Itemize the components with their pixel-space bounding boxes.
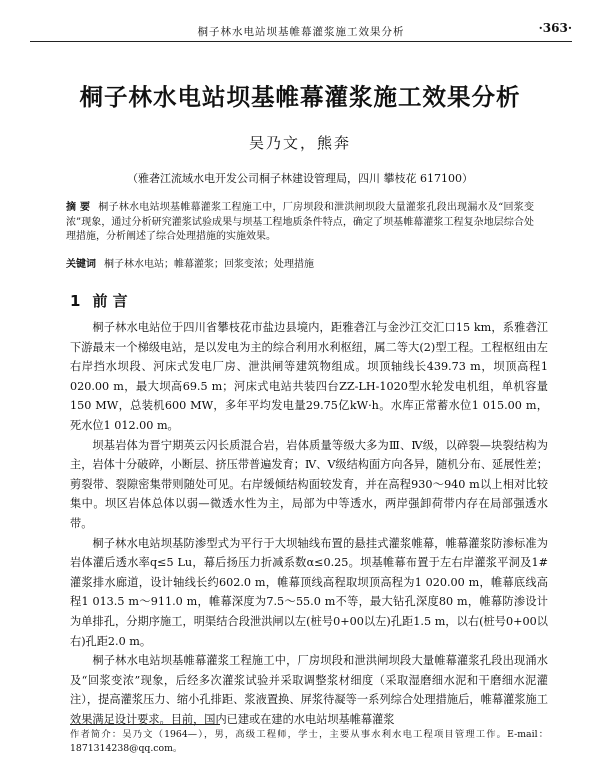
page-number: ·363·: [538, 21, 572, 35]
paragraph: 坝基岩体为晋宁期英云闪长质混合岩，岩体质量等级大多为Ⅲ、Ⅳ级，以碎裂—块裂结构为主，岩体十分破碎，小断层、挤压带普遍发育；Ⅳ、Ⅴ级结构面方向各异，随机分布、延展性差；剪裂带、裂隙密集带则随处可见。右岸缓倾结构面较发育，并在高程930～940 m以上相对比较集中。坝区岩体总体以弱—微透水性为主，局部为中等透水，两岸强卸荷带内存在局部强透水带。: [70, 438, 548, 530]
abstract: [66, 201, 534, 245]
running-title: 桐子林水电站坝基帷幕灌浆施工效果分析: [197, 26, 405, 38]
section-title: 前 言: [92, 292, 128, 310]
paper-title: 桐子林水电站坝基帷幕灌浆施工效果分析: [79, 83, 521, 111]
paragraph: 桐子林水电站坝基防渗型式为平行于大坝轴线布置的悬挂式灌浆帷幕，帷幕灌浆防渗标准为岩体灌后透水率q≤5 Lu，幕后扬压力折减系数α≤0.25。坝基帷幕布置于左右岸灌浆平洞及1#灌浆排水廊道，设计轴线长约602.0 m，帷幕顶线高程取坝顶高程为1 020.00 m，帷幕底线高程1 013.5 m～911.0 m，帷幕深度为7.5～55.0 m不等，最大钻孔深度80 m，帷幕防渗设计为单排孔，分期序施工，明渠结合段泄洪闸以左(桩号0+00以左)孔距1.5 m，以右(桩号0+00以右)孔距2.0 m。: [70, 536, 548, 648]
keywords-label: 关键词: [66, 259, 96, 270]
abstract-text: 桐子林水电站坝基帷幕灌浆工程施工中，厂房坝段和泄洪闸坝段大量灌浆孔段出现漏水及“回浆变浓”现象，通过分析研究灌浆试验成果与坝基工程地质条件特点，确定了坝基帷幕灌浆工程复杂地层综合处理措施，分析阐述了综合处理措施的实施效果。: [66, 202, 534, 242]
authors: 吴乃文，熊奔: [248, 134, 351, 152]
section-number: 1: [70, 292, 81, 310]
running-header: [30, 20, 572, 40]
keywords: [66, 258, 534, 273]
body-text: [70, 318, 548, 729]
paragraph: 桐子林水电站位于四川省攀枝花市盐边县境内，距雅砻江与金沙江交汇口15 km，系雅砻江下游最末一个梯级电站，是以发电为主的综合利用水利枢纽，属二等大(2)型工程。工程枢纽由左右岸挡水坝段、河床式发电厂房、泄洪闸等建筑物组成。坝顶轴线长439.73 m，坝顶高程1 020.00 m，最大坝高69.5 m；河床式电站共装四台ZZ-LH-1020型水轮发电机组，单机容量150 MW，总装机600 MW，多年平均发电量29.75亿kW·h。水库正常蓄水位1 015.00 m，死水位1 012.00 m。: [70, 321, 548, 432]
section-heading: [70, 290, 128, 311]
keywords-text: 桐子林水电站；帷幕灌浆；回浆变浓；处理措施: [104, 259, 314, 270]
header-rule: [30, 41, 572, 42]
author-footnote: 作者简介：吴乃文（1964—），男，高级工程师，学士，主要从事水利水电工程项目管理工作。E-mail：1871314238@qq.com。: [70, 729, 548, 754]
paragraph: 桐子林水电站坝基帷幕灌浆工程施工中，厂房坝段和泄洪闸坝段大量帷幕灌浆孔段出现涌水及“回浆变浓”现象，后经多次灌浆试验并采取调整浆材细度（采取湿磨细水泥和干磨细水泥灌注），提高灌浆压力、缩小孔排距、浆液置换、屏浆待凝等一系列综合处理措施后，帷幕灌浆施工效果满足设计要求。目前，国内已建或在建的水电站坝基帷幕灌浆: [70, 654, 548, 726]
abstract-label: 摘 要: [66, 202, 91, 213]
footnote-rule: [70, 724, 220, 725]
affiliation: （雅砻江流域水电开发公司桐子林建设管理局，四川 攀枝花 617100）: [127, 172, 473, 185]
